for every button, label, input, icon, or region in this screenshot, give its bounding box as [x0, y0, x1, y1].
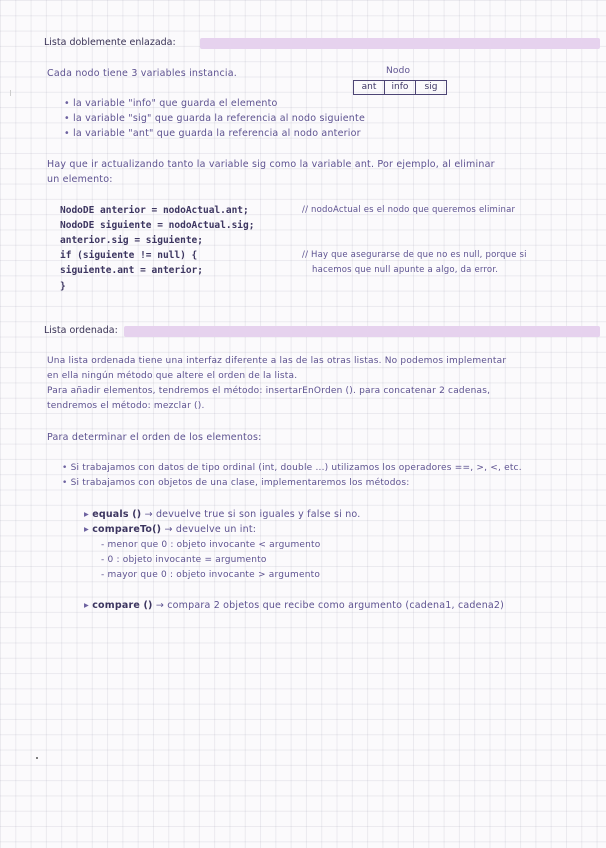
node-diagram-title: Nodo	[386, 66, 411, 76]
list-item	[64, 98, 278, 109]
code-comment: hacemos que null apunte a algo, da error.	[312, 265, 499, 275]
bullet-dot: •	[62, 463, 71, 473]
method-desc: → compara 2 objetos que recibe como argumento (cadena1, cadena2)	[155, 600, 505, 611]
compare-case: - mayor que 0 : objeto invocante > argumento	[101, 570, 321, 580]
heading-label: Lista ordenada:	[44, 325, 118, 336]
method-name: compareTo()	[92, 524, 162, 535]
paragraph-line: tendremos el método: mezclar ().	[47, 401, 205, 411]
code-comment: // Hay que asegurarse de que no es null, porque si	[302, 250, 527, 260]
list-item	[64, 128, 361, 139]
bullet-text: la variable "info" que guarda el elemento	[73, 98, 278, 109]
pen-dot	[36, 757, 38, 759]
triangle-icon: ▸	[84, 524, 93, 535]
intro-text: Cada nodo tiene 3 variables instancia.	[47, 68, 237, 79]
code-line: siguiente.ant = anterior;	[60, 265, 203, 276]
code-line: NodoDE anterior = nodoActual.ant;	[60, 205, 249, 216]
method-compare	[84, 600, 504, 611]
bullet-dot: •	[62, 478, 71, 488]
bullet-dot: •	[64, 98, 74, 109]
method-desc: → devuelve true si son iguales y false si no.	[144, 509, 361, 520]
method-name: compare ()	[92, 600, 153, 611]
code-comment: // nodoActual es el nodo que queremos eliminar	[302, 205, 516, 215]
code-line: NodoDE siguiente = nodoActual.sig;	[60, 220, 255, 231]
list-item	[64, 113, 365, 124]
bullet-text: la variable "sig" que guarda la referencia al nodo siguiente	[73, 113, 366, 124]
compare-case: - 0 : objeto invocante = argumento	[101, 555, 267, 565]
paragraph-line: un elemento:	[47, 174, 113, 185]
code-line: anterior.sig = siguiente;	[60, 235, 203, 246]
method-compareto	[84, 524, 256, 535]
node-cell-ant: ant	[354, 81, 385, 94]
bullet-text: Si trabajamos con datos de tipo ordinal (int, double ...) utilizamos los operadores ==, >, <, etc.	[70, 463, 522, 473]
method-desc: → devuelve un int:	[164, 524, 257, 535]
bullet-dot: •	[64, 128, 74, 139]
order-intro: Para determinar el orden de los elementos:	[47, 432, 262, 443]
node-cell-info: info	[385, 81, 416, 94]
node-cell-sig: sig	[424, 82, 438, 92]
bullet-dot: •	[64, 113, 74, 124]
paragraph-line: Para añadir elementos, tendremos el método: insertarEnOrden (). para concatenar 2 cadenas,	[47, 386, 491, 396]
bullet-text: la variable "ant" que guarda la referencia al nodo anterior	[73, 128, 361, 139]
triangle-icon: ▸	[84, 600, 93, 611]
node-diagram	[353, 80, 447, 95]
paragraph-line: Hay que ir actualizando tanto la variable sig como la variable ant. Por ejemplo, al eliminar	[47, 159, 495, 170]
method-name: equals ()	[92, 509, 142, 520]
heading-label: Lista doblemente enlazada:	[44, 37, 176, 48]
heading-highlight	[124, 326, 600, 337]
section-heading-doubly-linked	[42, 37, 602, 50]
paragraph-line: Una lista ordenada tiene una interfaz diferente a las de las otras listas. No podemos implementar	[47, 356, 507, 366]
paragraph-line: en ella ningún método que altere el orden de la lista.	[47, 371, 298, 381]
triangle-icon: ▸	[84, 509, 93, 520]
section-heading-ordered-list	[42, 325, 602, 338]
list-item	[62, 478, 410, 488]
heading-highlight	[200, 38, 600, 49]
code-line: }	[60, 281, 66, 292]
list-item	[62, 463, 522, 473]
code-line: if (siguiente != null) {	[60, 250, 198, 261]
compare-case: - menor que 0 : objeto invocante < argumento	[101, 540, 321, 550]
pen-mark	[10, 90, 11, 96]
method-equals	[84, 509, 360, 520]
bullet-text: Si trabajamos con objetos de una clase, implementaremos los métodos:	[70, 478, 410, 488]
